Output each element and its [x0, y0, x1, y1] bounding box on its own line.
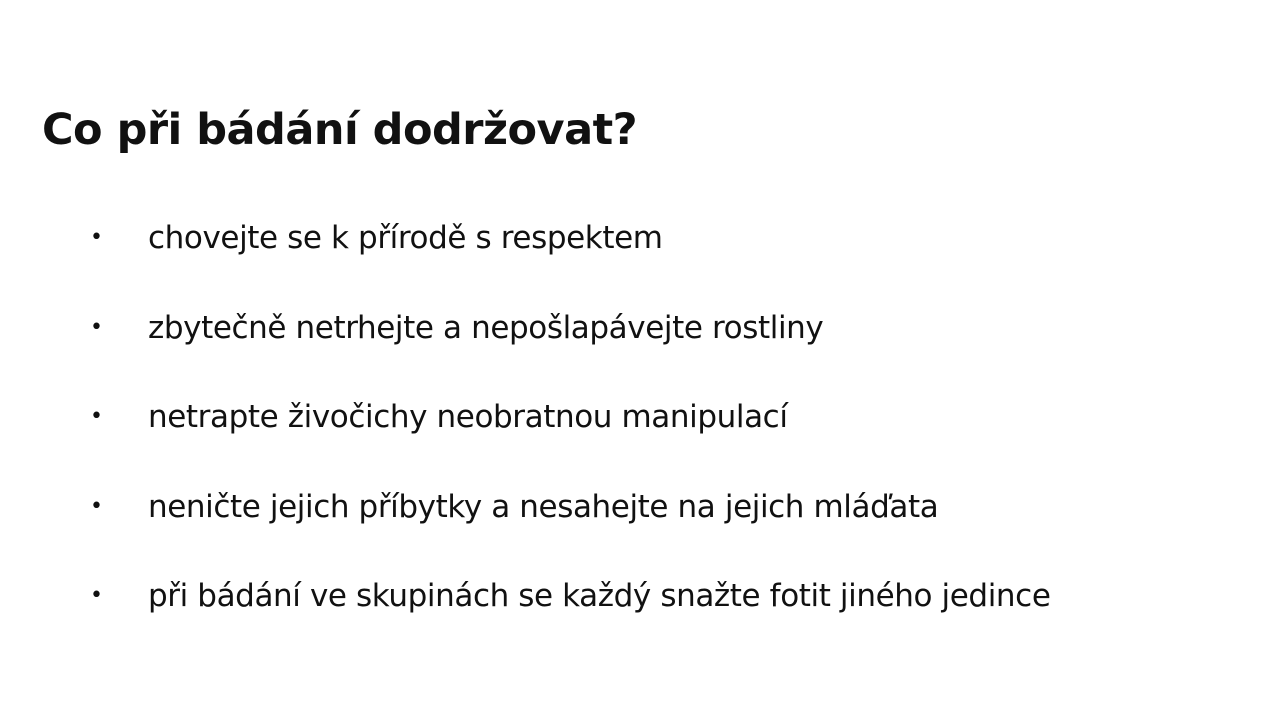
bullet-dot-icon: •: [90, 225, 103, 250]
bullet-text: netrapte živočichy neobratnou manipulací: [148, 399, 788, 435]
bullet-text: při bádání ve skupinách se každý snažte fotit jiného jedince: [148, 578, 1051, 614]
bullet-text: neničte jejich příbytky a nesahejte na jejich mláďata: [148, 488, 939, 525]
bullet-dot-icon: •: [90, 404, 103, 429]
bullet-text: zbytečně netrhejte a nepošlapávejte rostliny: [148, 309, 824, 346]
bullet-dot-icon: •: [90, 583, 103, 608]
bullet-dot-icon: •: [90, 493, 103, 519]
slide-title: Co při bádání dodržovat?: [42, 105, 638, 155]
bullet-text: chovejte se k přírodě s respektem: [148, 220, 663, 256]
bullet-dot-icon: •: [90, 314, 103, 340]
